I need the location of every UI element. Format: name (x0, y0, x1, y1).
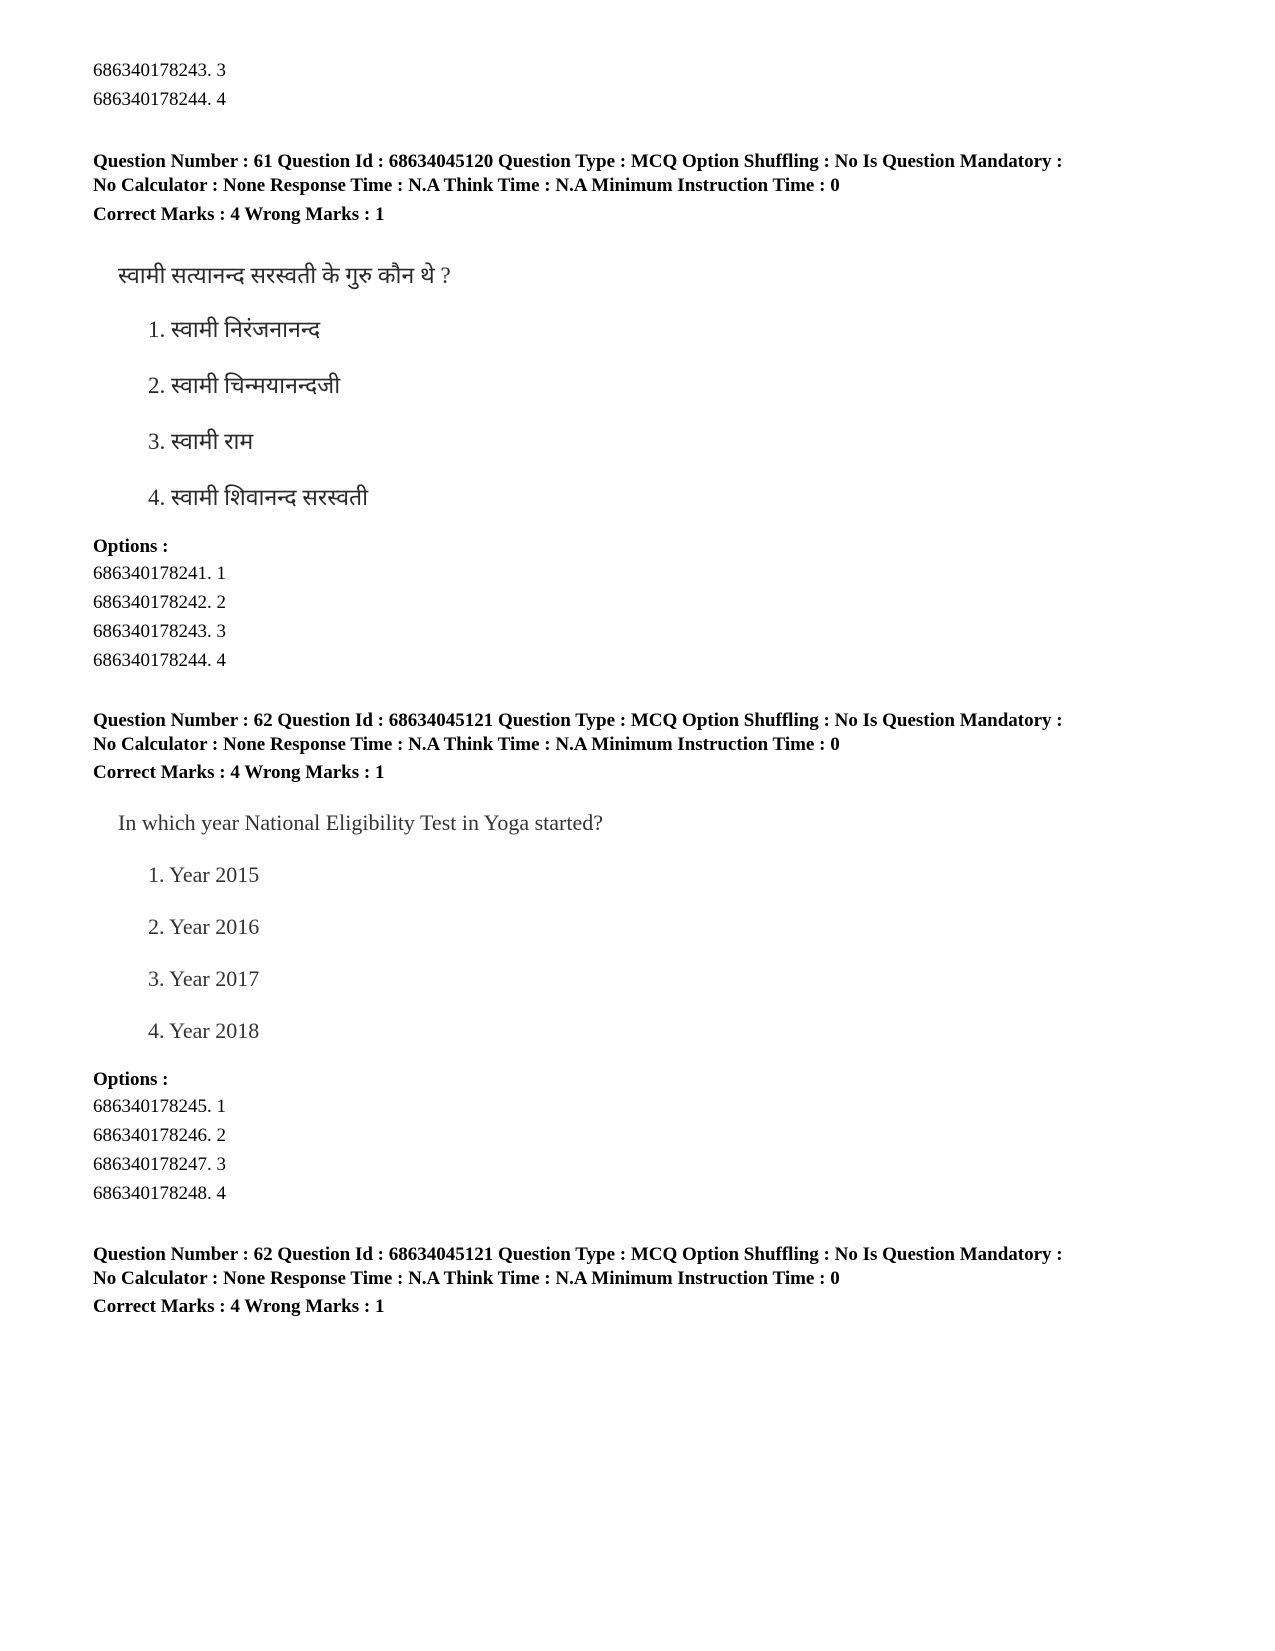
option-id-line: 686340178246. 2 (93, 1125, 226, 1146)
question-meta-line: Question Number : 62 Question Id : 68634045121 Question Type : MCQ Option Shuffling : No Is Question Mandatory : (93, 1244, 1063, 1265)
question-62b-marks: Correct Marks : 4 Wrong Marks : 1 (93, 1296, 385, 1317)
question-61-content (118, 258, 718, 528)
options-label: Options : (93, 1069, 169, 1090)
answer-choice: 1. स्वामी निरंजनानन्द (148, 317, 321, 342)
answer-choice: 2. Year 2016 (148, 914, 260, 939)
question-61-marks: Correct Marks : 4 Wrong Marks : 1 (93, 204, 385, 225)
question-text: In which year National Eligibility Test in Yoga started? (118, 810, 604, 835)
option-id-line: 686340178244. 4 (93, 650, 226, 671)
answer-choice: 3. Year 2017 (148, 966, 260, 991)
option-id-line: 686340178248. 4 (93, 1183, 226, 1204)
options-label: Options : (93, 536, 169, 557)
question-meta-line: No Calculator : None Response Time : N.A Think Time : N.A Minimum Instruction Time : 0 (93, 175, 840, 196)
answer-choice: 2. स्वामी चिन्मयानन्दजी (148, 373, 341, 398)
option-id-line: 686340178244. 4 (93, 89, 226, 110)
question-62b-meta (93, 1243, 1213, 1291)
option-id-line: 686340178245. 1 (93, 1096, 226, 1117)
question-meta-line: Question Number : 62 Question Id : 68634045121 Question Type : MCQ Option Shuffling : No Is Question Mandatory : (93, 710, 1063, 731)
option-id-line: 686340178241. 1 (93, 563, 226, 584)
question-meta-line: Question Number : 61 Question Id : 68634045120 Question Type : MCQ Option Shuffling : No Is Question Mandatory : (93, 151, 1063, 172)
question-62-marks: Correct Marks : 4 Wrong Marks : 1 (93, 762, 385, 783)
option-id-line: 686340178243. 3 (93, 621, 226, 642)
question-text: स्वामी सत्यानन्द सरस्वती के गुरु कौन थे ? (118, 263, 451, 288)
question-62-content (118, 810, 758, 1060)
answer-choice: 3. स्वामी राम (148, 429, 254, 454)
answer-choice: 4. स्वामी शिवानन्द सरस्वती (148, 485, 369, 510)
question-meta-line: No Calculator : None Response Time : N.A Think Time : N.A Minimum Instruction Time : 0 (93, 734, 840, 755)
option-id-line: 686340178247. 3 (93, 1154, 226, 1175)
question-61-options-list (93, 559, 226, 675)
answer-choice: 4. Year 2018 (148, 1018, 260, 1043)
question-62-meta (93, 709, 1213, 757)
question-62-options-list (93, 1092, 226, 1208)
question-meta-line: No Calculator : None Response Time : N.A Think Time : N.A Minimum Instruction Time : 0 (93, 1268, 840, 1289)
answer-choice: 1. Year 2015 (148, 862, 260, 887)
question-61-meta (93, 150, 1213, 198)
option-id-line: 686340178243. 3 (93, 60, 226, 81)
carryover-options-list (93, 56, 226, 114)
option-id-line: 686340178242. 2 (93, 592, 226, 613)
